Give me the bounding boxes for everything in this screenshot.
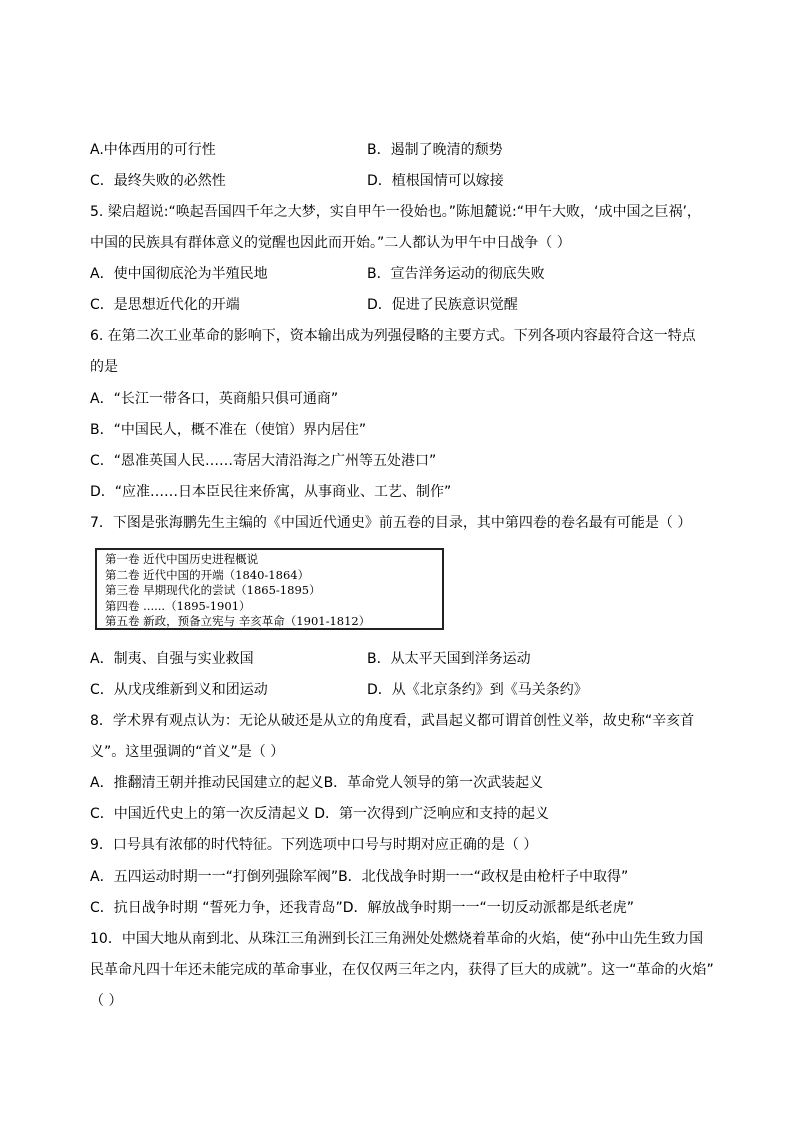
- q9-options-ab: A．五四运动时期一一“打倒列强除军阀”B．北伐战争时期一一“政权是由枪杆子中取得”: [90, 869, 629, 885]
- q7-option-a: A．制夷、自强与实业救国: [90, 651, 254, 667]
- q4-option-b: B．遏制了晚清的颓势: [367, 142, 503, 158]
- q5-option-d: D．促进了民族意识觉醒: [367, 297, 518, 313]
- q9-stem: 9．口号具有浓郁的时代特征。下列选项中口号与时期对应正确的是（ ）: [90, 837, 538, 853]
- q6-option-a: A．“长江一带各口，英商船只俱可通商”: [90, 391, 339, 407]
- q10-stem-line-3: （ ）: [90, 993, 123, 1009]
- q8-stem-line-1: 8．学术界有观点认为：无论从破还是从立的角度看，武昌起义都可谓首创性义举，故史称“辛亥首: [90, 713, 695, 729]
- q7-table-of-contents: [95, 548, 444, 630]
- q7-option-c: C．从戊戌维新到义和团运动: [90, 682, 268, 698]
- q4-option-c: C．最终失败的必然性: [90, 173, 226, 189]
- q5-option-b: B．宣告洋务运动的彻底失败: [367, 266, 545, 282]
- q8-stem-line-2: 义”。这里强调的“首义”是（ ）: [90, 744, 285, 760]
- toc-line: 第二卷 近代中国的开端（1840-1864）: [105, 567, 310, 582]
- toc-line: 第四卷 ......（1895-1901）: [105, 598, 251, 613]
- q9-options-cd: C．抗日战争时期 “誓死力争，还我青岛”D．解放战争时期一一“一切反动派都是纸老虎”: [90, 900, 635, 916]
- toc-line: 第五卷 新政，预备立宪与 辛亥革命（1901-1812）: [105, 614, 371, 628]
- q10-stem-line-1: 10．中国大地从南到北、从珠江三角洲到长江三角洲处处燃烧着革命的火焰，使“孙中山先生致力国: [90, 931, 704, 947]
- toc-line: 第三卷 早期现代化的尝试（1865-1895）: [105, 583, 321, 597]
- q6-option-c: C．“恩准英国人民……寄居大清沿海之广州等五处港口”: [90, 453, 437, 469]
- q6-option-d: D．“应准……日本臣民往来侨寓，从事商业、工艺、制作”: [90, 484, 452, 500]
- q8-options-ab: A．推翻清王朝并推动民国建立的起义B．革命党人领导的第一次武装起义: [90, 775, 544, 791]
- q6-stem-line-2: 的是: [90, 359, 118, 375]
- q5-option-a: A．使中国彻底沦为半殖民地: [90, 266, 268, 282]
- q8-options-cd: C．中国近代史上的第一次反清起义 D．第一次得到广泛响应和支持的起义: [90, 806, 550, 822]
- q4-option-d: D．植根国情可以嫁接: [367, 173, 504, 189]
- q5-stem-line-1: 5. 梁启超说:“唤起吾国四千年之大梦，实自甲午一役始也。”陈旭麓说:“甲午大败，‘成中国之巨祸’，: [90, 204, 701, 220]
- q5-stem-line-2: 中国的民族具有群体意义的觉醒也因此而开始。”二人都认为甲午中日战争（ ）: [90, 235, 571, 251]
- q7-option-b: B．从太平天国到洋务运动: [367, 651, 531, 667]
- q7-stem: 7．下图是张海鹏先生主编的《中国近代通史》前五卷的目录，其中第四卷的卷名最有可能是（ ）: [90, 515, 692, 531]
- q4-option-a: A.中体西用的可行性: [90, 142, 216, 158]
- q6-stem-line-1: 6. 在第二次工业革命的影响下，资本输出成为列强侵略的主要方式。下列各项内容最符合这一特点: [90, 328, 696, 344]
- q10-stem-line-2: 民革命凡四十年还未能完成的革命事业，在仅仅两三年之内，获得了巨大的成就”。这一“革命的火焰”: [90, 962, 714, 978]
- q6-option-b: B．“中国民人，概不准在（使馆）界内居住”: [90, 422, 367, 438]
- q7-option-d: D．从《北京条约》到《马关条约》: [367, 682, 588, 698]
- q5-option-c: C．是思想近代化的开端: [90, 297, 240, 313]
- toc-line: 第一卷 近代中国历史进程概说: [105, 552, 259, 566]
